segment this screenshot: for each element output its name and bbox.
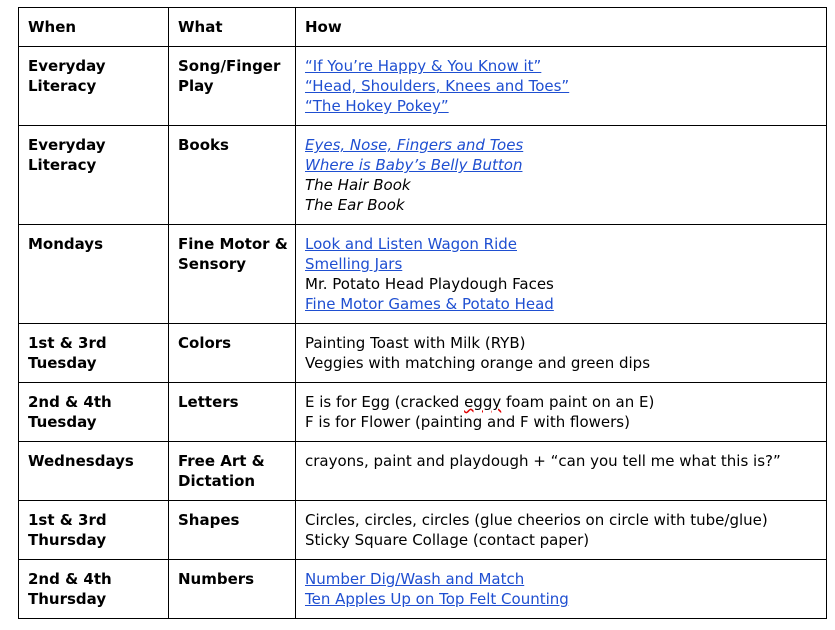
activity-text: Sticky Square Collage (contact paper) [305, 531, 590, 549]
when-cell [19, 324, 169, 383]
book-title-hair: The Hair Book [305, 176, 411, 194]
when-text: Wednesdays [28, 452, 134, 470]
what-text: Free Art & [178, 452, 265, 470]
what-text: Letters [178, 393, 239, 411]
when-text: Thursday [28, 531, 107, 549]
when-text: Literacy [28, 77, 97, 95]
header-cell-what [169, 8, 296, 47]
activity-text [305, 392, 826, 412]
what-text: Fine Motor & [178, 235, 288, 253]
what-cell [169, 47, 296, 126]
book-title-ear: The Ear Book [305, 196, 405, 214]
header-how: How [305, 18, 342, 36]
activity-text: Veggies with matching orange and green dips [305, 354, 651, 372]
table-row [19, 442, 827, 501]
what-text: Play [178, 77, 214, 95]
header-cell-how [296, 8, 827, 47]
what-cell [169, 126, 296, 225]
when-cell [19, 501, 169, 560]
when-text: 1st & 3rd [28, 511, 107, 529]
what-cell [169, 383, 296, 442]
when-text: Tuesday [28, 413, 97, 431]
what-cell [169, 442, 296, 501]
what-text: Numbers [178, 570, 255, 588]
table-row [19, 47, 827, 126]
when-cell [19, 560, 169, 619]
table-row [19, 501, 827, 560]
how-cell [296, 501, 827, 560]
activity-link-ten-apples[interactable]: Ten Apples Up on Top Felt Counting [305, 590, 569, 608]
when-cell [19, 383, 169, 442]
spellcheck-word: eggy [464, 393, 502, 411]
header-cell-when [19, 8, 169, 47]
when-text: Thursday [28, 590, 107, 608]
header-what: What [178, 18, 223, 36]
what-text: Song/Finger [178, 57, 281, 75]
what-text: Books [178, 136, 229, 154]
what-text: Sensory [178, 255, 247, 273]
activity-text-part: foam paint on an E) [501, 393, 655, 411]
when-text: Everyday [28, 136, 106, 154]
what-cell [169, 560, 296, 619]
when-text: 1st & 3rd [28, 334, 107, 352]
what-cell [169, 324, 296, 383]
table-row [19, 324, 827, 383]
activity-text-part: E is for Egg (cracked [305, 393, 465, 411]
what-cell [169, 225, 296, 324]
how-cell [296, 47, 827, 126]
how-cell [296, 126, 827, 225]
activity-text: F is for Flower (painting and F with flowers) [305, 413, 630, 431]
how-cell [296, 560, 827, 619]
when-text: Tuesday [28, 354, 97, 372]
what-text: Dictation [178, 472, 256, 490]
book-link-eyes-nose[interactable]: Eyes, Nose, Fingers and Toes [305, 136, 524, 154]
activity-link-wagon-ride[interactable]: Look and Listen Wagon Ride [305, 235, 517, 253]
table-row [19, 225, 827, 324]
activity-link-fine-motor-games[interactable]: Fine Motor Games & Potato Head [305, 295, 554, 313]
header-row [19, 8, 827, 47]
what-cell [169, 501, 296, 560]
song-link-head-shoulders[interactable]: “Head, Shoulders, Knees and Toes” [305, 77, 570, 95]
what-text: Shapes [178, 511, 240, 529]
activity-text: Painting Toast with Milk (RYB) [305, 334, 526, 352]
activity-text-playdough-faces: Mr. Potato Head Playdough Faces [305, 275, 554, 293]
when-cell [19, 126, 169, 225]
when-cell [19, 47, 169, 126]
how-cell [296, 442, 827, 501]
book-link-belly-button[interactable]: Where is Baby’s Belly Button [305, 156, 523, 174]
how-cell [296, 383, 827, 442]
when-text: 2nd & 4th [28, 570, 112, 588]
activity-text: Circles, circles, circles (glue cheerios on circle with tube/glue) [305, 511, 768, 529]
activity-link-number-dig[interactable]: Number Dig/Wash and Match [305, 570, 525, 588]
when-cell [19, 225, 169, 324]
what-text: Colors [178, 334, 232, 352]
table-row [19, 126, 827, 225]
how-cell [296, 324, 827, 383]
activity-link-smelling-jars[interactable]: Smelling Jars [305, 255, 403, 273]
when-cell [19, 442, 169, 501]
when-text: Mondays [28, 235, 104, 253]
schedule-table [18, 7, 827, 619]
song-link-happy[interactable]: “If You’re Happy & You Know it” [305, 57, 542, 75]
when-text: 2nd & 4th [28, 393, 112, 411]
table-row [19, 383, 827, 442]
how-cell [296, 225, 827, 324]
table-row [19, 560, 827, 619]
header-when: When [28, 18, 77, 36]
activity-text: crayons, paint and playdough + “can you tell me what this is?” [305, 452, 781, 470]
song-link-hokey-pokey[interactable]: “The Hokey Pokey” [305, 97, 449, 115]
when-text: Literacy [28, 156, 97, 174]
when-text: Everyday [28, 57, 106, 75]
